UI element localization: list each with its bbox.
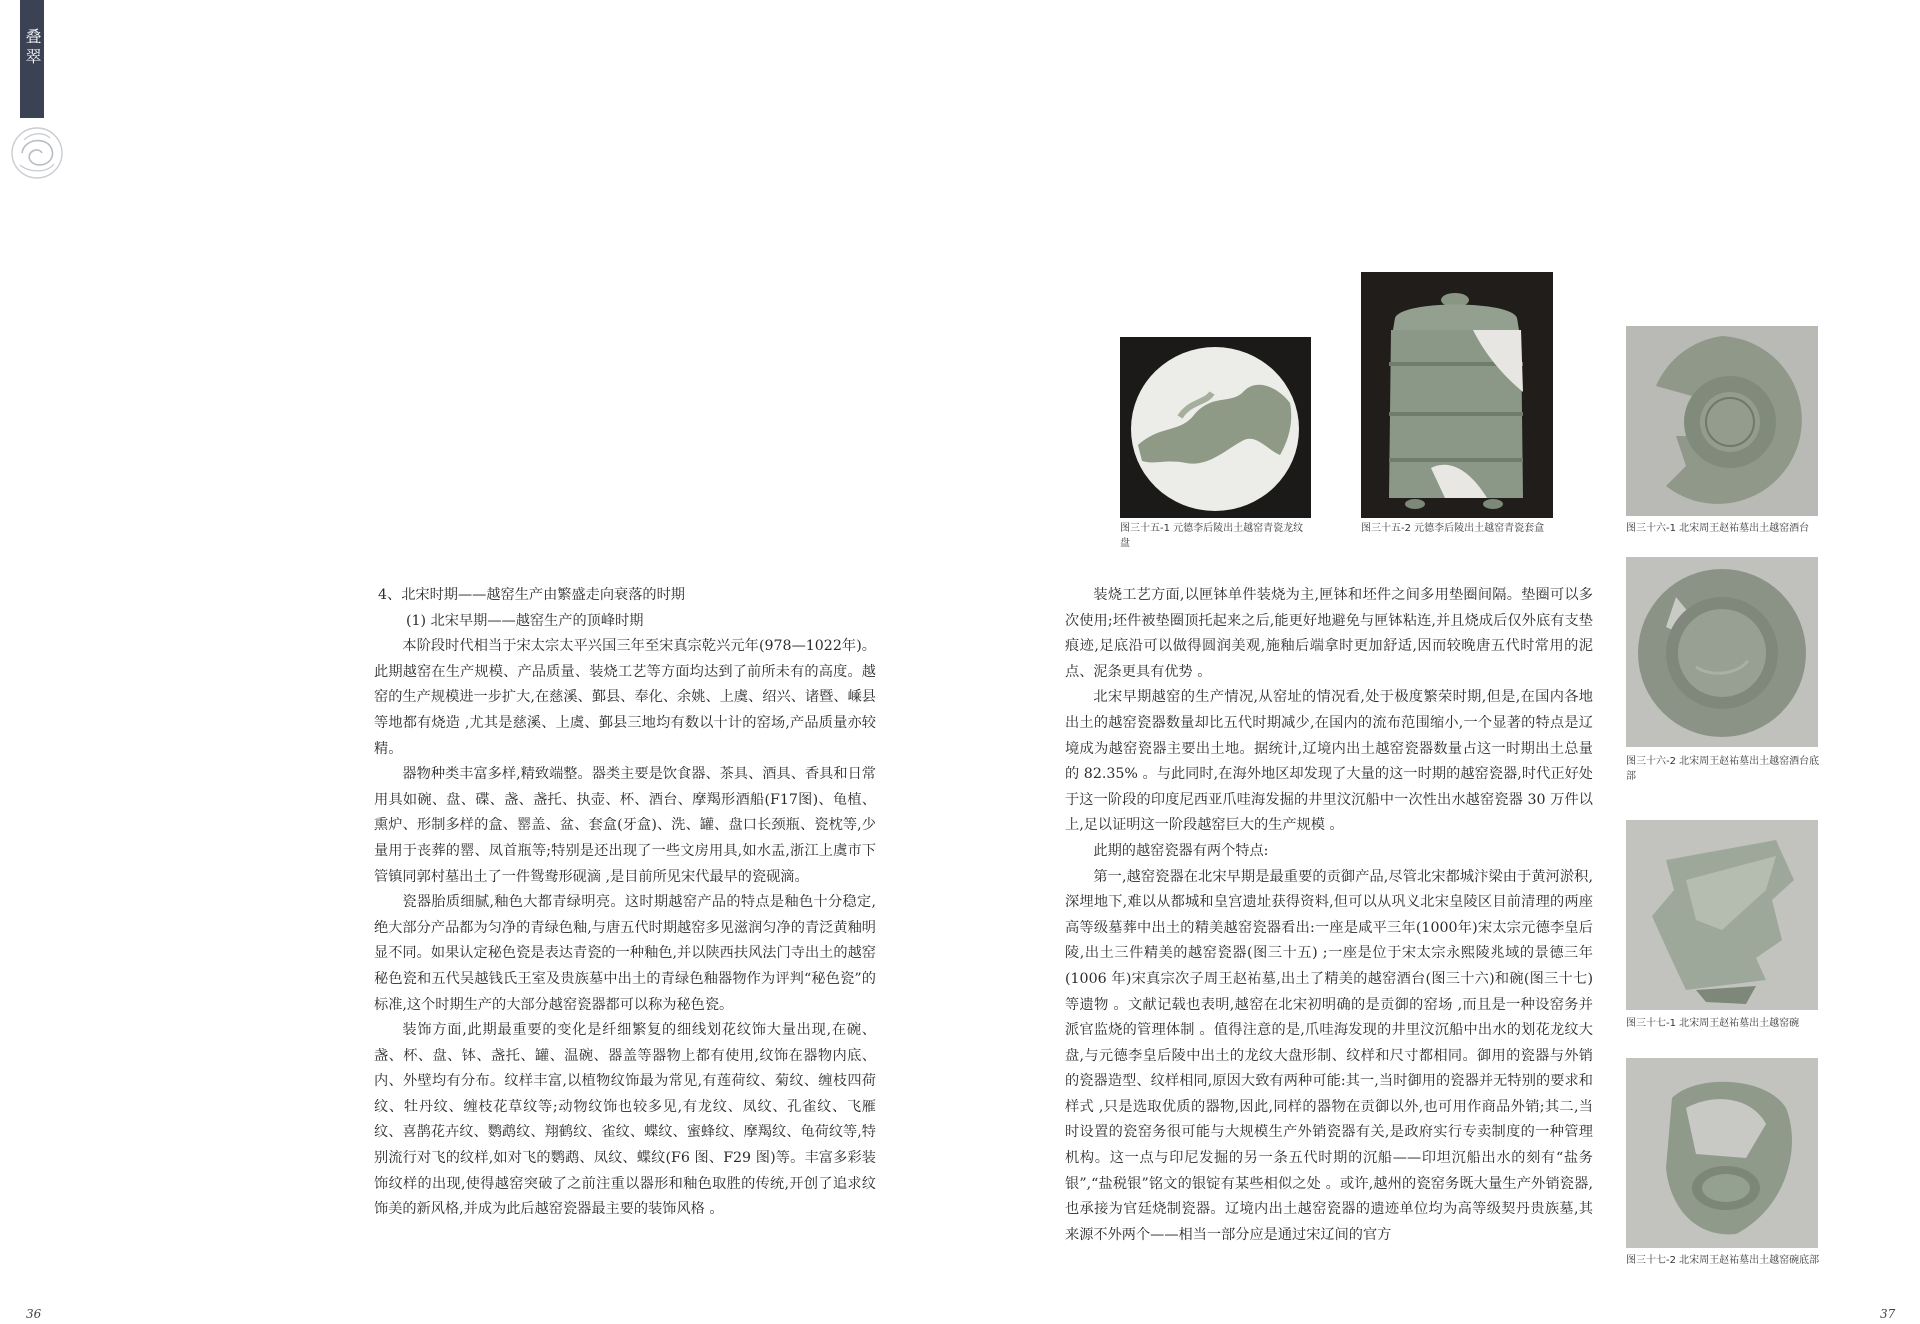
figure-caption: 图三十六-1 北宋周王赵祐墓出土越窑酒台	[1626, 523, 1810, 534]
paragraph: 本阶段时代相当于宋太宗太平兴国三年至宋真宗乾兴元年(978—1022年)。此期越窑在生产规模、产品质量、装烧工艺等方面均达到了前所未有的高度。越窑的生产规模进一步扩大,在慈溪、鄞县、奉化、余姚、上虞、绍兴、诸暨、嵊县等地都有烧造 ,尤其是慈溪、上虞、鄞县三地均有数以十计的窑场,产品质量亦较精。	[374, 638, 876, 757]
covered-box-photo	[1361, 272, 1553, 518]
bowl-photo	[1626, 820, 1818, 1010]
right-page-text	[1065, 583, 1593, 1248]
paragraph: 器物种类丰富多样,精致端整。器类主要是饮食器、茶具、酒具、香具和日常用具如碗、盘、碟、盏、盏托、执壶、杯、酒台、摩羯形酒船(F17图)、龟植、熏炉、形制多样的盒、罂盖、盆、套盒(牙盒)、洗、罐、盘口长颈瓶、瓷枕等,少量用于丧葬的罂、凤首瓶等;特别是还出现了一些文房用具,如水盂,浙江上虞市下管镇同郭村墓出土了一件鸳鸯形砚滴 ,是目前所见宋代最早的瓷砚滴。	[374, 766, 876, 885]
figure-caption: 图三十五-2 元德李后陵出土越窑青瓷套盒	[1361, 523, 1545, 534]
dragon-plate-photo	[1120, 337, 1311, 518]
page-number-left: 36	[26, 1307, 42, 1321]
side-tab-text: 叠翠	[23, 28, 42, 68]
paragraph: 装饰方面,此期最重要的变化是纤细繁复的细线划花纹饰大量出现,在碗、盏、杯、盘、钵、盏托、罐、温碗、器盖等器物上都有使用,纹饰在器物内底、内、外壁均有分布。纹样丰富,以植物纹饰最为常见,有莲荷纹、菊纹、缠枝四荷纹、牡丹纹、缠枝花草纹等;动物纹饰也较多见,有龙纹、凤纹、孔雀纹、飞雁纹、喜鹊花卉纹、鹦鹉纹、翔鹤纹、雀纹、蝶纹、蜜蜂纹、摩羯纹、龟荷纹等,特别流行对飞的纹样,如对飞的鹦鹉、凤纹、蝶纹(F6 图、F29 图)等。丰富多彩装饰纹样的出现,使得越窑突破了之前注重以器形和釉色取胜的传统,开创了追求纹饰美的新风格,并成为此后越窑瓷器最主要的装饰风格 。	[374, 1022, 876, 1218]
paragraph: 装烧工艺方面,以匣钵单件装烧为主,匣钵和坯件之间多用垫圈间隔。垫圈可以多次使用;坯件被垫圈顶托起来之后,能更好地避免与匣钵粘连,并且烧成后仅外底有支垫痕迹,足底沿可以做得圆润美观,施釉后端拿时更加舒适,因而较晚唐五代时常用的泥点、泥条更具有优势 。	[1065, 587, 1593, 680]
figure-caption: 图三十五-1 元德李后陵出土越窑青瓷龙纹盘	[1120, 523, 1304, 549]
section-heading: 4、北宋时期——越窑生产由繁盛走向衰落的时期	[378, 587, 685, 603]
page-number-right: 37	[1880, 1307, 1896, 1321]
figure-caption: 图三十七-1 北宋周王赵祐墓出土越窑碗	[1626, 1018, 1800, 1029]
paragraph: 此期的越窑瓷器有两个特点:	[1093, 842, 1269, 859]
sub-heading: (1) 北宋早期——越窑生产的顶峰时期	[406, 612, 644, 629]
cup-stand-base-photo	[1626, 557, 1818, 747]
paragraph: 北宋早期越窑的生产情况,从窑址的情况看,处于极度繁荣时期,但是,在国内各地出土的越窑瓷器数量却比五代时期减少,在国内的流布范围缩小,一个显著的特点是辽境成为越窑瓷器主要出土地。据统计,辽境内出土越窑瓷器数量占这一时期出土总量的 82.35% 。与此同时,在海外地区却发现了大量的这一时期的越窑瓷器,时代正好处于这一阶段的印度尼西亚爪哇海发掘的井里汶沉船中一次性出水越窑瓷器 30 万件以上,足以证明这一阶段越窑巨大的生产规模 。	[1065, 689, 1593, 834]
paragraph: 瓷器胎质细腻,釉色大都青绿明亮。这时期越窑产品的特点是釉色十分稳定,绝大部分产品都为匀净的青绿色釉,与唐五代时期越窑多见滋润匀净的青泛黄釉明显不同。如果认定秘色瓷是表达青瓷的一种釉色,并以陕西扶风法门寺出土的越窑秘色瓷和五代吴越钱氏王室及贵族墓中出土的青绿色釉器物作为评判“秘色瓷”的标准,这个时期生产的大部分越窑瓷器都可以称为秘色瓷。	[374, 894, 876, 1013]
figure-caption: 图三十七-2 北宋周王赵祐墓出土越窑碗底部	[1626, 1255, 1820, 1266]
side-tab	[20, 0, 44, 118]
decorative-emblem-icon	[10, 120, 64, 186]
paragraph: 第一,越窑瓷器在北宋早期是最重要的贡御产品,尽管北宋都城汴梁由于黄河淤积,深埋地下,难以从都城和皇宫遗址获得资料,但可以从巩义北宋皇陵区目前清理的两座高等级墓葬中出土的精美越窑瓷器看出:一座是咸平三年(1000年)宋太宗元德李皇后陵,出土三件精美的越窑瓷器(图三十五) ;一座是位于宋太宗永熙陵兆域的景德三年(1006 年)宋真宗次子周王赵祐墓,出土了精美的越窑酒台(图三十六)和碗(图三十七)等遗物 。文献记载也表明,越窑在北宋初明确的是贡御的窑场 ,而且是一种设窑务并派官监烧的管理体制 。值得注意的是,爪哇海发现的井里汶沉船中出水的划花龙纹大盘,与元德李皇后陵中出土的龙纹大盘形制、纹样和尺寸都相同。御用的瓷器与外销的瓷器造型、纹样相同,原因大致有两种可能:其一,当时御用的瓷器并无特别的要求和样式 ,只是选取优质的器物,因此,同样的器物在贡御以外,也可用作商品外销;其二,当时设置的瓷窑务很可能与大规模生产外销瓷器有关,是政府实行专卖制度的一种管理机构。这一点与印尼发掘的另一条五代时期的沉船——印坦沉船出水的刻有“盐务银”,“盐税银”铭文的银锭有某些相似之处 。或许,越州的瓷窑务既大量生产外销瓷器,也承接为官廷烧制瓷器。辽境内出土越窑瓷器的遗迹单位均为高等级契丹贵族墓,其来源不外两个——相当一部分应是通过宋辽间的官方	[1065, 868, 1593, 1243]
figure-caption: 图三十六-2 北宋周王赵祐墓出土越窑酒台底部	[1626, 756, 1820, 782]
bowl-base-photo	[1626, 1058, 1818, 1248]
left-page-text	[374, 583, 876, 1223]
cup-stand-top-photo	[1626, 326, 1818, 516]
